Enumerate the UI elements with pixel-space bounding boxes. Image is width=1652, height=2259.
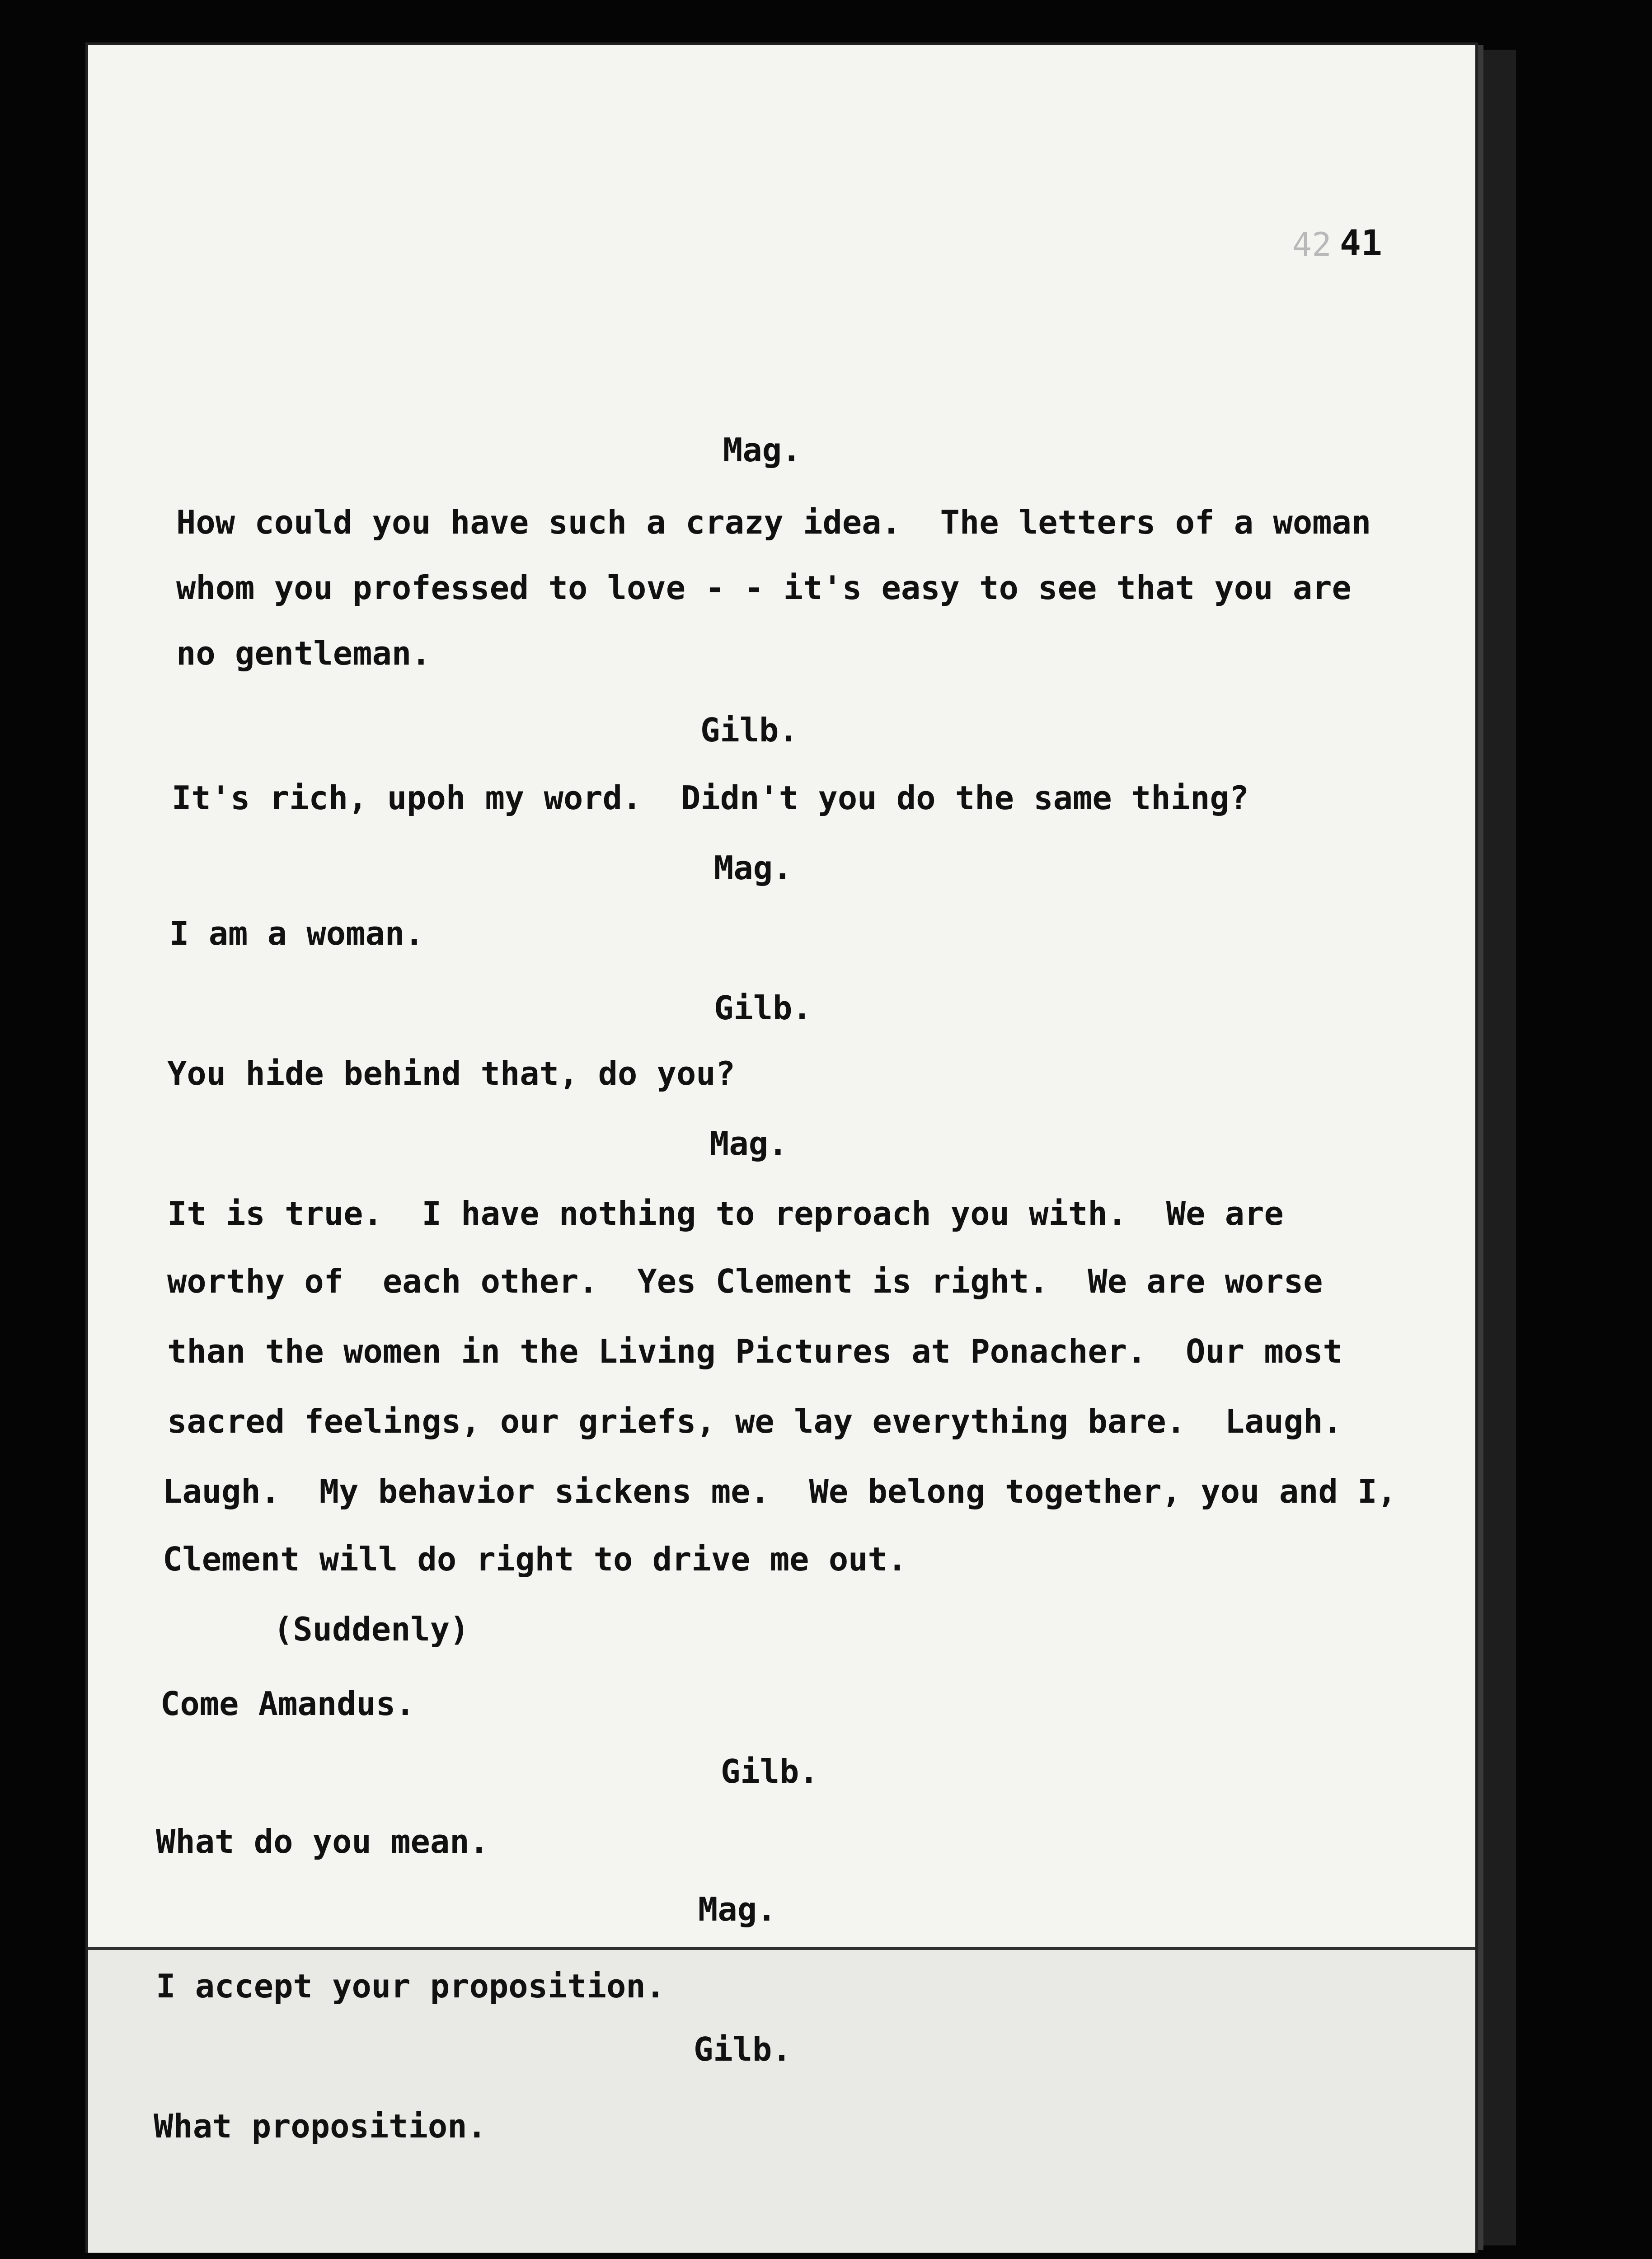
dialogue-line: Come Amandus. [160, 1685, 415, 1723]
dialogue-line: It is true. I have nothing to reproach you with. We are [167, 1195, 1284, 1233]
speaker-name: Mag. [723, 431, 802, 469]
speaker-name: Mag. [714, 849, 793, 887]
dialogue-line: I am a woman. [169, 914, 424, 952]
dialogue-line: How could you have such a crazy idea. The letters of a woman [176, 503, 1371, 541]
ghost-page-number: 42 [1292, 225, 1332, 263]
speaker-name: Gilb. [700, 711, 798, 749]
dialogue-line: Clement will do right to drive me out. [163, 1540, 907, 1578]
dialogue-line: What proposition. [154, 2107, 487, 2145]
page-edge-shadow [1475, 50, 1516, 2245]
dialogue-line: worthy of each other. Yes Clement is right. We are worse [167, 1262, 1323, 1300]
stage-direction: (Suddenly) [273, 1610, 469, 1648]
dialogue-line: You hide behind that, do you? [167, 1055, 736, 1092]
dialogue-line: than the women in the Living Pictures at Ponacher. Our most [167, 1332, 1342, 1370]
speaker-name: Mag. [698, 1890, 777, 1928]
speaker-name: Mag. [709, 1125, 788, 1162]
dialogue-line: I accept your proposition. [156, 1967, 666, 2005]
dialogue-line: It's rich, upoh my word. Didn't you do the same thing? [172, 779, 1249, 817]
dialogue-line: whom you professed to love - - it's easy to see that you are [176, 569, 1352, 607]
dialogue-line: What do you mean. [156, 1823, 489, 1861]
dialogue-line: sacred feelings, our griefs, we lay everything bare. Laugh. [167, 1402, 1342, 1440]
speaker-name: Gilb. [694, 2030, 792, 2068]
speaker-name: Gilb. [721, 1753, 819, 1790]
speaker-name: Gilb. [714, 989, 812, 1027]
page-number: 41 [1340, 223, 1382, 264]
dialogue-line: no gentleman. [176, 634, 431, 672]
dialogue-line: Laugh. My behavior sickens me. We belong together, you and I, [163, 1472, 1397, 1510]
